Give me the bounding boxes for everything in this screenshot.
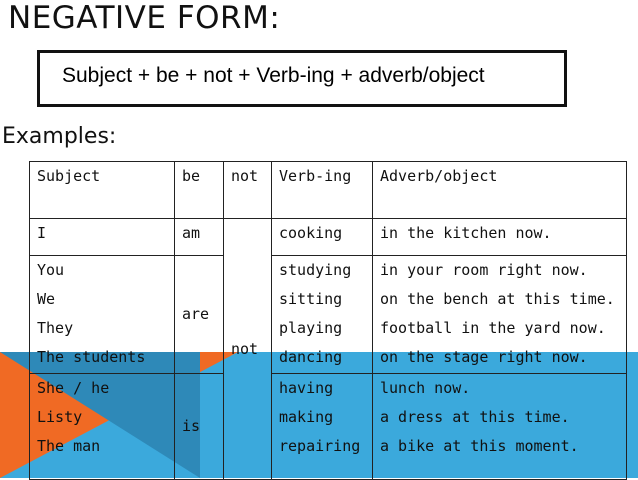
subject: They: [37, 319, 74, 337]
formula-box: [37, 50, 567, 107]
examples-label: Examples:: [2, 124, 117, 149]
object: on the bench at this time.: [380, 290, 615, 308]
slide-title: NEGATIVE FORM:: [8, 0, 281, 36]
formula-text: Subject + be + not + Verb-ing + adverb/object: [62, 64, 485, 87]
be-form: are: [182, 305, 210, 323]
subject: The students: [37, 348, 146, 366]
subject: The man: [37, 437, 101, 455]
verb: having: [279, 379, 334, 397]
table-row: [30, 219, 627, 256]
object: lunch now.: [380, 379, 471, 397]
not-cell: [224, 219, 272, 480]
header-adverb-object: Adverb/object: [373, 162, 627, 219]
subject-cell: [30, 256, 175, 374]
verb: cooking: [279, 224, 343, 242]
object-cell: [373, 256, 627, 374]
subject: She / he: [37, 379, 110, 397]
subject: You: [37, 261, 65, 279]
verb: studying: [279, 261, 352, 279]
object: a bike at this moment.: [380, 437, 579, 455]
verb: repairing: [279, 437, 361, 455]
subject-cell: [30, 219, 175, 256]
subject-cell: [30, 374, 175, 480]
header-not: not: [224, 162, 272, 219]
subject: Listy: [37, 408, 83, 426]
object: a dress at this time.: [380, 408, 570, 426]
table-row: [30, 256, 627, 374]
be-cell: [175, 374, 224, 480]
subject: We: [37, 290, 56, 308]
object: in the kitchen now.: [380, 224, 552, 242]
object: on the stage right now.: [380, 348, 588, 366]
header-be: be: [175, 162, 224, 219]
header-subject: Subject: [30, 162, 175, 219]
table-header-row: [30, 162, 627, 219]
object: football in the yard now.: [380, 319, 606, 337]
object-cell: [373, 374, 627, 480]
verb-cell: [272, 374, 373, 480]
verb: dancing: [279, 348, 343, 366]
be-cell: [175, 256, 224, 374]
verb: sitting: [279, 290, 343, 308]
verb-cell: [272, 256, 373, 374]
object-cell: [373, 219, 627, 256]
be-form: am: [182, 224, 201, 242]
object: in your room right now.: [380, 261, 588, 279]
verb: making: [279, 408, 334, 426]
verb-cell: [272, 219, 373, 256]
table-row: [30, 374, 627, 480]
subject: I: [37, 224, 47, 242]
header-verb-ing: Verb-ing: [272, 162, 373, 219]
be-cell: [175, 219, 224, 256]
be-form: is: [182, 417, 201, 435]
examples-table: [29, 161, 627, 480]
verb: playing: [279, 319, 343, 337]
not-word: not: [231, 339, 259, 358]
